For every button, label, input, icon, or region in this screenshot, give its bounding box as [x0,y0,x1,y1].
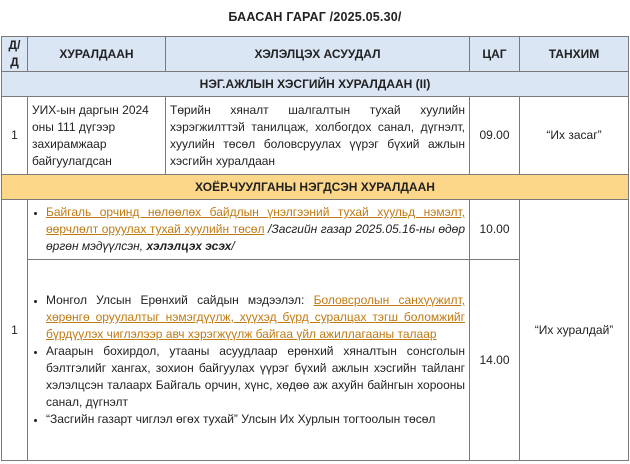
header-time: ЦАГ [470,37,520,72]
list-item [46,343,465,411]
schedule-table [1,36,629,461]
section-1-row [2,97,629,175]
list-item [46,204,465,255]
page-title: БААСАН ГАРАГ /2025.05.30/ [228,10,402,24]
issue-cell [28,260,470,461]
header-num: Д/Д [2,37,28,72]
bill-link[interactable]: Байгаль орчинд нөлөөлөх байдлын үнэлгээний тухай хуульд нэмэлт, өөрчлөлт оруулах тухай хуулийн төсөл [46,205,465,236]
issue-note-end: / [231,239,235,253]
section-2-row-1 [2,200,629,260]
item-text: Монгол Улсын Ерөнхий сайдын мэдээлэл: [46,293,314,307]
header-meeting: ХУРАЛДААН [28,37,166,72]
row-num: 1 [2,97,28,175]
header-issue: ХЭЛЭЛЦЭХ АСУУДАЛ [166,37,470,72]
issue-cell: Төрийн хяналт шалгалтын тухай хуулийн хэрэгжилттэй танилцаж, холбогдох санал, дүгнэлт, хуулийн төсөл боловсруулах үүрэг бүхий ажлын хэсгийн хуралдаан [166,97,470,175]
report-link[interactable]: Боловсролын санхүүжилт, хөрөнгө оруулалтыг нэмэгдүүлж, хүүхэд бүрд суралцах тэгш боломжийг бүрдүүлэх чиглэлээр авч хэрэгжүүлж байгаа үйл ажиллагааны талаар [46,293,465,341]
list-item [46,411,465,428]
header-room: ТАНХИМ [520,37,629,72]
issue-cell [28,200,470,260]
issue-list [32,292,465,428]
room-cell: “Их хуралдай” [520,200,629,461]
time-cell: 10.00 [470,200,520,260]
issue-note: /Засгийн газар 2025.05.16-ны өдөр өргөн мэдүүлсэн, [46,222,465,253]
issue-note-bold: хэлэлцэх эсэх [146,239,232,253]
section-2-title-row [2,175,629,200]
room-cell: “Их засаг” [520,97,629,175]
section-2-title: ХОЁР.ЧУУЛГАНЫ НЭГДСЭН ХУРАЛДААН [2,175,629,200]
section-1-title-row [2,72,629,97]
time-cell: 14.00 [470,260,520,461]
row-num: 1 [2,200,28,461]
item-text: Агаарын бохирдол, утааны асуудлаар ерөнхий хяналтын сонсголын бэлтгэлийг хангах, зохион байгуулах үүрэг бүхий ажлын хэсгийн тайланг хэлэлцсэн талаарх Байгаль орчин, хүнс, хөдөө аж ахуйн байнгын хорооны санал, дүгнэлт [46,344,465,409]
time-cell: 09.00 [470,97,520,175]
item-text: “Засгийн газарт чиглэл өгөх тухай” Улсын Их Хурлын тогтоолын төсөл [46,412,436,426]
meeting-cell: УИХ-ын даргын 2024 оны 111 дүгээр захирамжаар байгуулагдсан [28,97,166,175]
section-1-title: НЭГ.АЖЛЫН ХЭСГИЙН ХУРАЛДААН (II) [2,72,629,97]
header-row [2,37,629,72]
list-item [46,292,465,343]
issue-list [32,204,465,255]
